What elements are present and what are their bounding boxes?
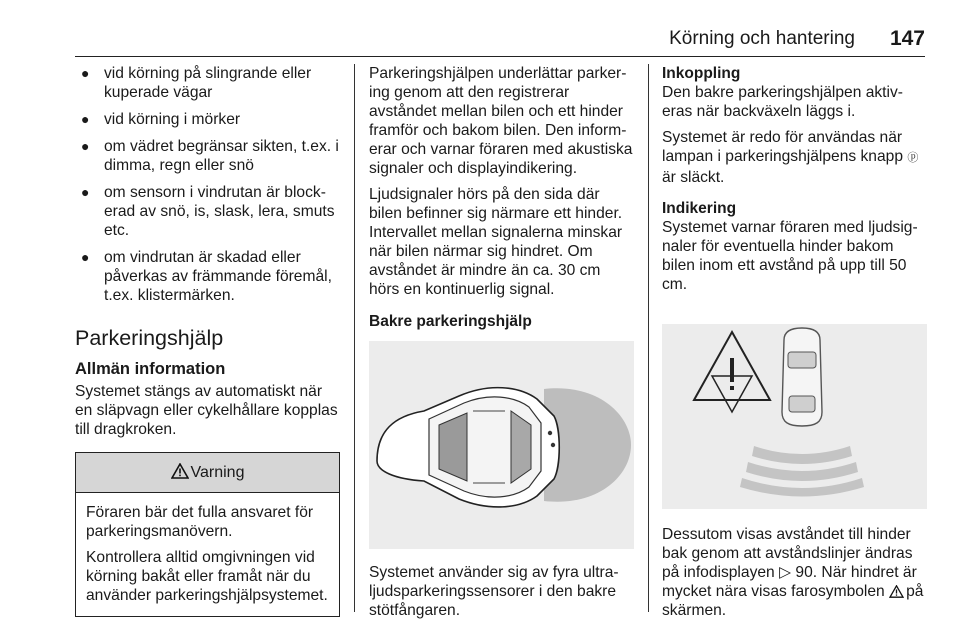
list-item: ● om sensorn i vindrutan är blockerad av snö, is, slask, lera, smuts etc. [81, 184, 335, 239]
body-text: Systemet är redo för användas när lampan i parkeringshjälpens knapp ⓟ är släckt. [662, 129, 919, 186]
body-text: Dessutom visas avståndet till hinder bak genom att avståndslinjer ändras på infodisplayen ▷ 90. När hindret är mycket nära visas farosymbolen på skärmen. [662, 526, 924, 619]
column-middle [369, 64, 634, 627]
page-header [75, 20, 925, 57]
warning-box [75, 452, 340, 617]
page-number: 147 [889, 27, 925, 50]
list-item: ● om vädret begränsar sikten, t.ex. i dimma, regn eller snö [81, 138, 339, 174]
parking-display-icon [662, 324, 927, 509]
bullet-list [75, 64, 340, 305]
chapter-title: Körning och hantering [669, 28, 855, 49]
section-heading: Inkoppling [662, 65, 741, 82]
column-divider [354, 64, 355, 612]
column-divider [648, 64, 649, 612]
list-item: ● vid körning på slingrande eller kuperade vägar [81, 65, 312, 101]
warning-title: Varning [190, 464, 245, 481]
subsection-title: Allmän information [75, 360, 226, 378]
rear-sensor-illustration [369, 341, 634, 549]
section-title: Parkeringshjälp [75, 326, 224, 350]
body-text: Parkeringshjälpen underlättar parkering genom att den registrerar avståndet mellan bilen och ett hinder framför och bakom bilen. Den informerar och varnar föraren med akustiska signaler och displayindikering. [369, 65, 633, 177]
figure-caption: Systemet använder sig av fyra ultraljudsparkeringssensorer i den bakre stötfångaren. [369, 564, 619, 619]
section-heading: Bakre parkeringshjälp [369, 313, 532, 330]
list-item: ● vid körning i mörker [81, 111, 241, 128]
reference-arrow-icon: ▷ [779, 564, 792, 581]
warning-header [76, 453, 339, 493]
section-heading: Indikering [662, 200, 737, 217]
body-text: Systemet varnar föraren med ljudsignaler för eventuella hinder bakom bilen inom ett avstånd på upp till 50 cm. [662, 219, 918, 293]
general-text: Systemet stängs av automatiskt när en släpvagn eller cykelhållare kopplas till dragkroken. [75, 383, 338, 438]
warning-text: Kontrollera alltid omgivningen vid körning bakåt eller framåt när du använder parkeringshjälpsystemet. [86, 549, 328, 604]
display-illustration [662, 324, 927, 509]
warning-triangle-icon [889, 585, 904, 598]
warning-text: Föraren bär det fulla ansvaret för parkeringsmanövern. [86, 504, 314, 540]
column-right [662, 64, 927, 627]
list-item: ● om vindrutan är skadad eller påverkas av främmande föremål, t.ex. klistermärken. [81, 249, 332, 304]
warning-triangle-icon [171, 463, 189, 479]
car-side-sensor-icon [369, 341, 634, 549]
body-text: Ljudsignaler hörs på den sida där bilen befinner sig närmare ett hinder. Intervallet mellan signalerna minskar när bilen närmar sig hindret. Om avståndet är mindre än ca. 30 cm hörs en kontinuerlig signal. [369, 186, 623, 298]
body-text: Den bakre parkeringshjälpen aktiveras när backväxeln läggs i. [662, 84, 903, 120]
column-left [75, 64, 340, 617]
park-assist-icon: ⓟ [907, 152, 919, 164]
